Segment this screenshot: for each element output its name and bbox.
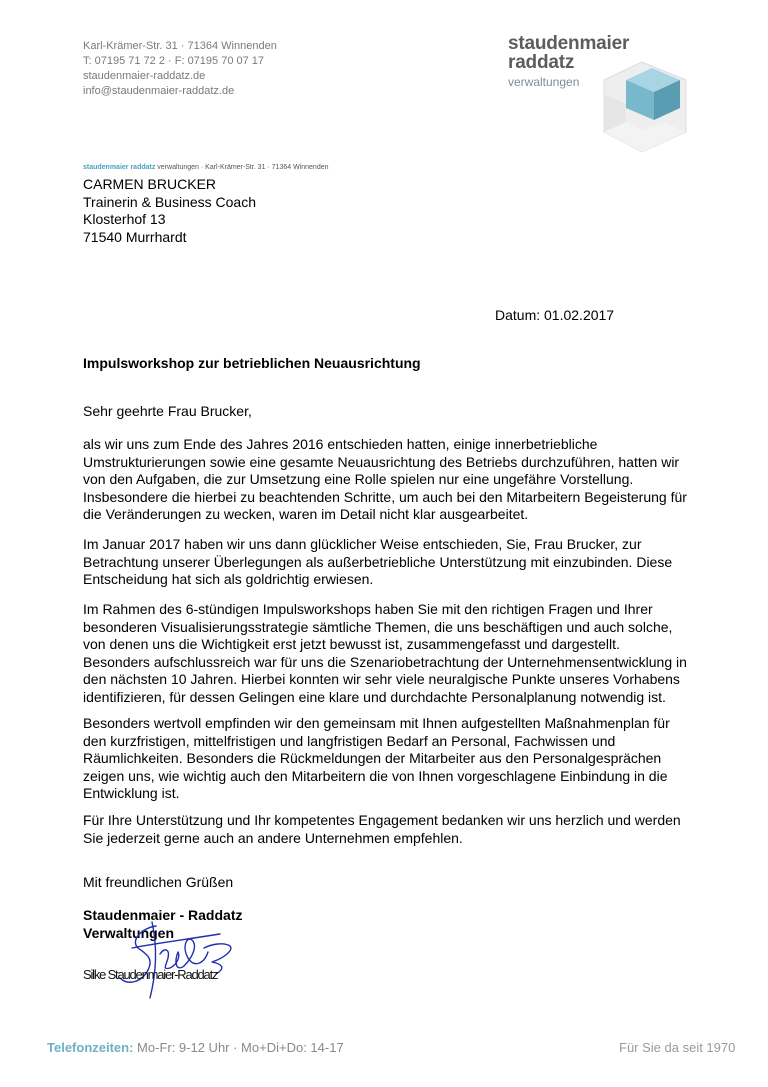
sender-website-link[interactable]: staudenmaier-raddatz.de [83, 70, 206, 82]
logo-cube-icon [598, 58, 688, 152]
recipient-name: CARMEN BRUCKER [83, 176, 217, 192]
body-line: Umstrukturierungen sowie eine gesamte Neuausrichtung des Betriebs durchzuführen, hatten wir [83, 453, 680, 470]
recipient-address [83, 176, 256, 246]
handwritten-signature [112, 918, 237, 1000]
logo-line-1: staudenmaier [508, 33, 630, 54]
footer-phone-hours [47, 1040, 344, 1055]
signature-stroke [184, 939, 208, 966]
letter-closing: Mit freundlichen Grüßen [83, 874, 234, 890]
recipient-title: Trainerin & Business Coach [83, 193, 257, 210]
footer-hours-label: Telefonzeiten: [47, 1040, 134, 1055]
return-address-brand: staudenmaier raddatz [83, 164, 156, 171]
letter-date: Datum: 01.02.2017 [495, 307, 615, 323]
signature-stroke [160, 950, 184, 969]
sender-contact-block [83, 39, 277, 99]
body-line: besonderen Visualisierungsstrategie sämtliche Themen, die uns beschäftigen und auch solche, [83, 618, 673, 635]
footer-tagline: Für Sie da seit 1970 [619, 1040, 736, 1055]
signature-stroke [150, 922, 156, 998]
body-line: von den Aufgaben, die zur Umsetzung eine Rolle spielen nur eine ungefähre Vorstellung. [83, 471, 634, 487]
body-paragraph-3 [83, 601, 703, 706]
body-line: Im Rahmen des 6-stündigen Impulsworkshops haben Sie mit den richtigen Fragen und Ihrer [83, 601, 653, 617]
body-line: Entwicklung ist. [83, 785, 180, 801]
body-line: die Veränderungen zu wecken, waren im Detail nicht klar ausgearbeitet. [83, 506, 529, 522]
body-paragraph-2 [83, 536, 703, 589]
body-line: Besonders wertvoll empfinden wir den gemeinsam mit Ihnen aufgestellten Maßnahmenplan für [83, 715, 670, 731]
body-line: den nächsten 10 Jahren. Hierbei konnten wir sehr viele neuralgische Punkte unseres Vorhabens [83, 671, 680, 687]
return-address-rest: verwaltungen · Karl-Krämer-Str. 31 · 71364 Winnenden [155, 164, 329, 171]
body-line: als wir uns zum Ende des Jahres 2016 entschieden hatten, einige innerbetriebliche [83, 436, 598, 452]
body-paragraph-1 [83, 436, 703, 524]
body-line: Insbesondere die hierbei zu beachtenden Schritte, um auch bei den Mitarbeitern Begeisterung für [83, 488, 687, 505]
body-paragraph-5 [83, 812, 703, 847]
sender-email-link[interactable]: info@staudenmaier-raddatz.de [83, 85, 235, 97]
signer-name: Silke Staudenmaier-Raddatz [83, 967, 218, 982]
body-line: Besonders aufschlussreich war für uns die Szenariobetrachtung der Unternehmensentwicklung in [83, 653, 687, 670]
signature-stroke [132, 934, 220, 948]
body-line: Für Ihre Unterstützung und Ihr kompetentes Engagement bedanken wir uns herzlich und werden [83, 812, 681, 828]
body-line: Sie jederzeit gerne auch an andere Unternehmen empfehlen. [83, 829, 463, 846]
body-line: Im Januar 2017 haben wir uns dann glücklicher Weise entschieden, Sie, Frau Brucker, zur [83, 536, 642, 552]
body-line: zeigen uns, wie wichtig auch den Mitarbeitern die von Ihnen vorgeschlagene Einbindung in die [83, 767, 668, 784]
recipient-street: Klosterhof 13 [83, 211, 166, 227]
body-paragraph-4 [83, 715, 703, 803]
body-line: von denen uns die Wichtigkeit erst jetzt bewusst ist, zusammengefasst und dargestellt. [83, 636, 620, 652]
body-line: Räumlichkeiten. Besonders die Rückmeldungen der Mitarbeiter aus den Personalgesprächen [83, 750, 662, 766]
company-name: Staudenmaier - Raddatz [83, 907, 243, 923]
logo-line-2: raddatz [508, 52, 575, 73]
letter-subject: Impulsworkshop zur betrieblichen Neuausrichtung [83, 355, 421, 371]
logo-subtitle: verwaltungen [508, 75, 580, 89]
body-line: Entscheidung hat sich als goldrichtig erwiesen. [83, 571, 374, 587]
company-subtitle: Verwaltungen [83, 924, 175, 941]
sender-address: Karl-Krämer-Str. 31 · 71364 Winnenden [83, 40, 277, 52]
return-address-line [83, 164, 329, 171]
footer-hours-value: Mo-Fr: 9-12 Uhr · Mo+Di+Do: 14-17 [133, 1040, 344, 1055]
body-line: Betrachtung unserer Überlegungen als außerbetriebliche Unterstützung mit einzubinden. Diese [83, 553, 673, 570]
body-line: identifizieren, für dessen Gelingen eine klare und durchdachte Personalplanung notwendig ist. [83, 688, 666, 705]
letter-salutation: Sehr geehrte Frau Brucker, [83, 403, 252, 419]
sender-phone-fax: T: 07195 71 72 2 · F: 07195 70 07 17 [83, 55, 265, 67]
recipient-city: 71540 Murrhardt [83, 228, 187, 245]
body-line: den kurzfristigen, mittelfristigen und langfristigen Bedarf an Personal, Fachwissen und [83, 732, 616, 749]
